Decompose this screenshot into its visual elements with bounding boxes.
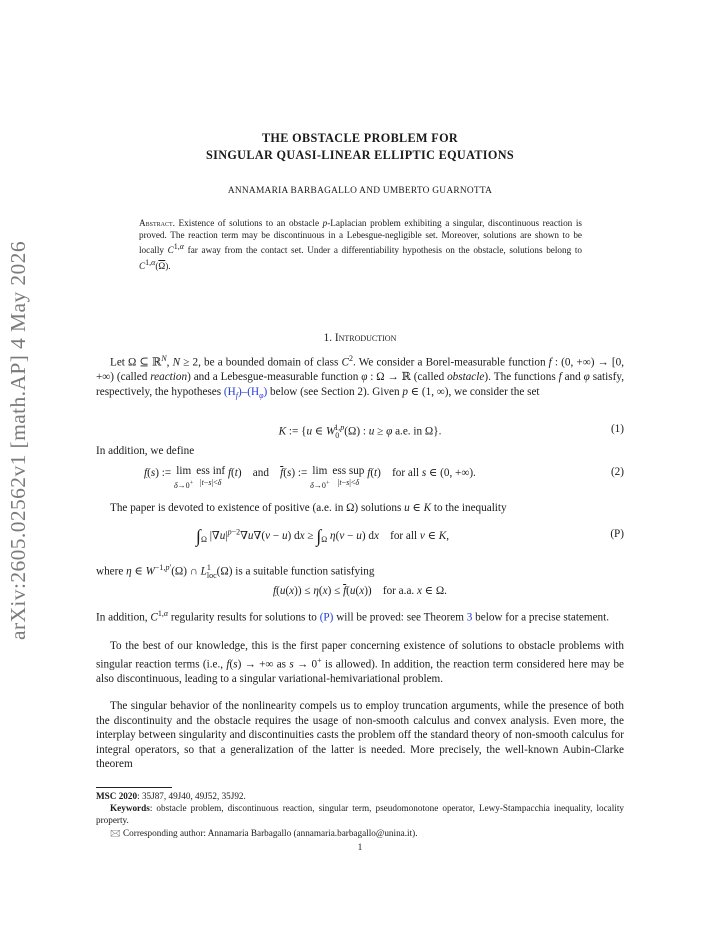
equation-2-number: (2)	[610, 466, 624, 478]
paper-title-line-1: THE OBSTACLE PROBLEM FOR	[261, 131, 459, 145]
paper-title-line-2: SINGULAR QUASI-LINEAR ELLIPTIC EQUATIONS	[205, 148, 515, 162]
paragraph-define: In addition, we define	[96, 445, 195, 457]
paragraph-regularity: In addition, $C^{1,\alpha}$ regularity results for solutions to (P) will be proved: see Theorem 3 below for a precise statement.	[96, 609, 610, 624]
equation-P-number: (P)	[610, 528, 624, 540]
footnote-keywords	[96, 803, 624, 826]
hypotheses-link[interactable]: $(H_f)-(H_\varphi)$	[223, 385, 268, 401]
paragraph-devoted: The paper is devoted to existence of positive (a.e. in Ω) solutions u ∈ K to the inequality	[110, 502, 507, 514]
section-heading: 1. Introduction	[323, 332, 397, 344]
paragraph-knowledge: To the best of our knowledge, this is the first paper concerning existence of solutions to obstacle problems with singular reaction terms (i.e., f(s) → +∞ as s → 0+ is allowed). In addition, the reaction term considered here may be also discontinuous, leading to a singular variational-hemivariational problem.	[96, 640, 625, 685]
paragraph-intro: Let Ω ⊆ ℝ$^N$, N ≥ 2, be a bounded domain of class $C^2$. We consider a Borel-measurable function f : (0, +∞) → [0, +∞) (called reaction) and a Lebesgue-measurable function φ : Ω → ℝ (called obstacle). The functions f and φ satisfy, respectively, the hypotheses $(H_f)-(H_\varphi)$ below (see Section 2). Given p ∈ (1, ∞), we consider the set	[96, 354, 624, 401]
equation-1: K := {u ∈ $W_0^{1,p}(\Omega)$ : u ≥ φ a.e. in Ω}. (1)	[278, 423, 624, 440]
equation-P: $\int_\Omega$ $|\nabla u|^{p-2}\nabla u\nabla(v - u)$ dx ≥ $\int_\Omega$ η(v − u) dx for all v ∈ K, (P)	[196, 526, 624, 546]
equation-1-number: (1)	[610, 423, 624, 435]
msc-codes: : 35J87, 49J40, 49J52, 35J92.	[137, 791, 246, 801]
footnote-rule	[96, 787, 172, 788]
arxiv-stamp: arXiv:2605.02562v1 [math.AP] 4 May 2026	[6, 241, 30, 640]
paragraph-where: where η ∈ $W^{-1,p'}(\Omega)$ ∩ $L^1_{loc}(\Omega)$ is a suitable function satisfying	[96, 563, 375, 580]
footnote-corresponding	[96, 828, 624, 840]
equation-3: $f(u(x)) \le \eta(x) \le \overline{f}(u(x))$ for a.a. x ∈ Ω.	[273, 585, 447, 597]
footnote-msc	[96, 791, 624, 803]
abstract-label: Abstract.	[139, 218, 175, 228]
theorem-3-link[interactable]: 3	[466, 611, 473, 624]
corresponding-author: Corresponding author: Annamaria Barbagallo (annamaria.barbagallo@unina.it).	[123, 828, 418, 838]
keywords-label: Keywords	[110, 803, 150, 813]
equation-2: f(s) := lim δ→0+ ess inf |t−s|<δ f(t) and $\overline{f}(s)$ := lim δ→0+ ess sup |t−s|<δ f(t) for all s ∈ (0, +∞). (2)	[144, 465, 624, 490]
paper-authors: ANNAMARIA BARBAGALLO AND UMBERTO GUARNOTTA	[227, 186, 493, 196]
abstract: Abstract. Existence of solutions to an obstacle p-Laplacian problem exhibiting a singular, discontinuous reaction is proved. The reaction term may be discontinuous in a Lebesgue-negligible set. Moreover, solutions are shown to be locally $C^{1,\alpha}$ far away from the contact set. Under a differentiability hypothesis on the obstacle, solutions belong to $C^{1,\alpha}(\overline{\Omega})$.	[139, 218, 582, 272]
problem-P-link[interactable]: (P)	[319, 611, 334, 624]
keywords-text: : obstacle problem, discontinuous reaction, singular term, pseudomonotone operator, Lewy-Stampacchia inequality, locality property.	[96, 803, 624, 825]
paragraph-singular: The singular behavior of the nonlinearity compels us to employ truncation arguments, while the presence of both the discontinuity and the obstacle requires the usage of non-smooth calculus and convex analysis. Even more, the interplay between singularity and discontinuities casts the problem off the standard theory of non-smooth calculus for integral operators, so that a generalization of the latter is needed. More precisely, the well-known Aubin-Clarke theorem	[96, 700, 624, 771]
envelope-icon: 🖂	[110, 828, 121, 838]
msc-label: MSC 2020	[96, 791, 138, 801]
page-number: 1	[357, 843, 363, 853]
